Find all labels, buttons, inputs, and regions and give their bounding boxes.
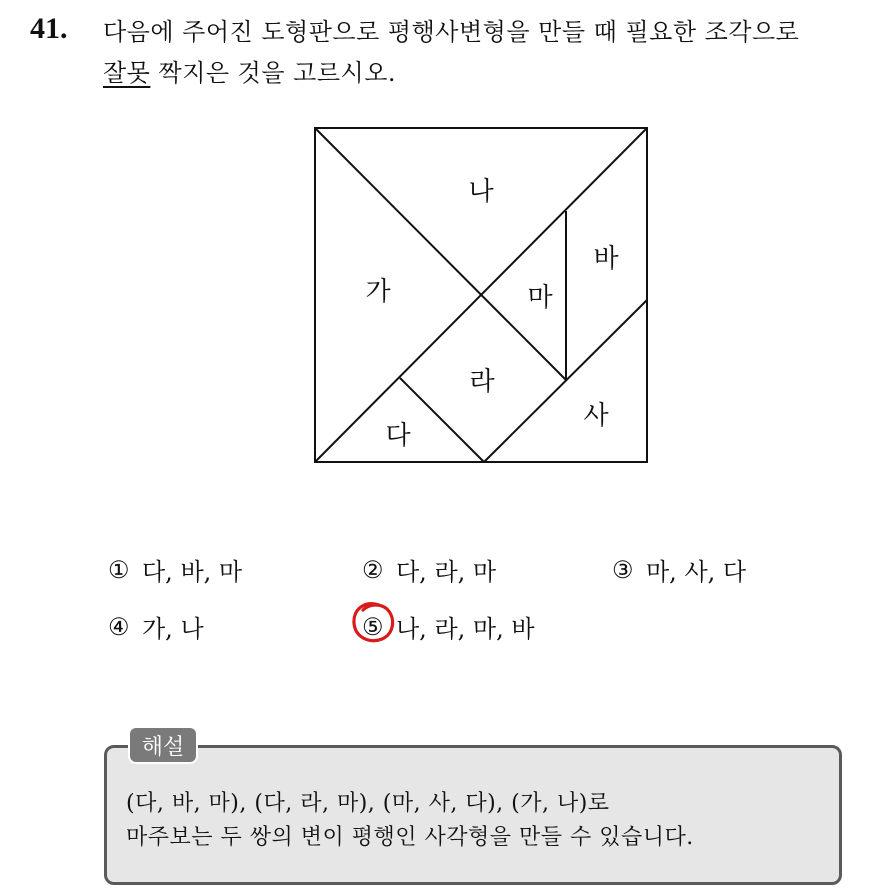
choice-3-text: 마, 사, 다 xyxy=(646,558,747,586)
piece-label-ma: 마 xyxy=(527,283,553,313)
choice-2-text: 다, 라, 마 xyxy=(396,558,497,586)
choice-5-text: 나, 라, 마, 바 xyxy=(396,615,535,643)
choice-1-text: 다, 바, 마 xyxy=(142,558,243,586)
explanation-tag: 해설 xyxy=(128,726,198,764)
choice-4[interactable] xyxy=(108,609,204,644)
piece-label-ga: 가 xyxy=(365,277,391,307)
choice-2-number: ② xyxy=(362,555,384,584)
piece-label-ba: 바 xyxy=(593,244,619,274)
choice-1-number: ① xyxy=(108,555,130,584)
underlined-word: 잘못 xyxy=(103,59,151,87)
tangram-line xyxy=(315,128,566,380)
piece-label-na: 나 xyxy=(468,177,494,207)
choice-4-text: 가, 나 xyxy=(142,615,204,643)
choice-5-number: ⑤ xyxy=(362,612,384,641)
explanation-line2: 마주보는 두 쌍의 변이 평행인 사각형을 만들 수 있습니다. xyxy=(126,825,694,850)
answer-mark-circle xyxy=(349,598,399,648)
question-text-line2-rest: 짝지은 것을 고르시오. xyxy=(150,59,397,87)
choice-3-number: ③ xyxy=(612,555,634,584)
explanation-line1: (다, 바, 마), (다, 라, 마), (마, 사, 다), (가, 나)로 xyxy=(126,791,610,816)
piece-label-sa: 사 xyxy=(583,401,609,431)
piece-label-da: 다 xyxy=(385,421,411,451)
choice-4-number: ④ xyxy=(108,612,130,641)
question-text-line1: 다음에 주어진 도형판으로 평행사변형을 만들 때 필요한 조각으로 xyxy=(103,18,800,46)
choice-3[interactable] xyxy=(612,552,746,587)
question-number: 41. xyxy=(30,12,68,45)
choice-1[interactable] xyxy=(108,552,242,587)
piece-label-ra: 라 xyxy=(469,367,495,397)
choice-2[interactable] xyxy=(362,552,496,587)
